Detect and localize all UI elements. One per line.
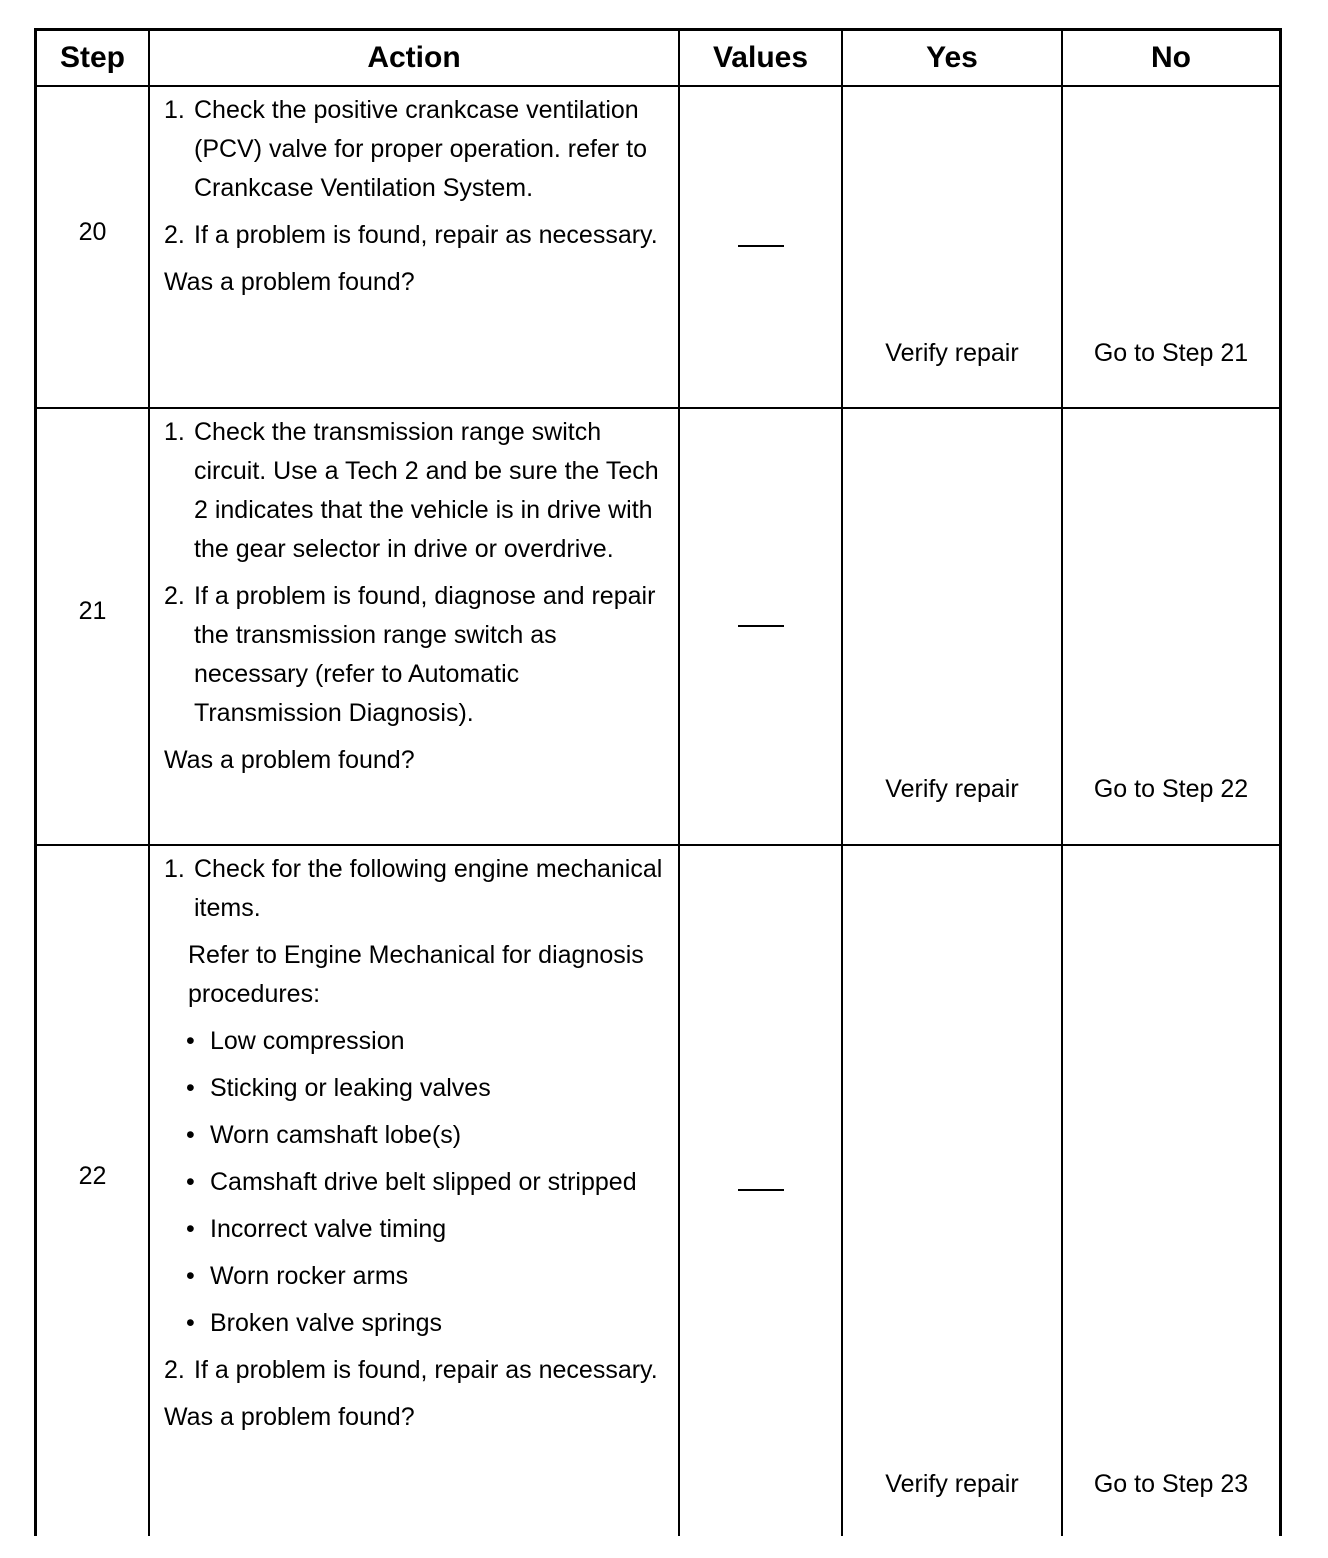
values-cell [680,846,843,1536]
step-number [37,87,150,407]
no-cell [1063,87,1279,407]
header-yes: Yes [843,31,1063,85]
reference-note: Refer to Engine Mechanical for diagnosis procedures: [188,941,644,1008]
bullet-icon: • [186,1121,195,1149]
action-item [164,577,668,733]
bullet-text: Broken valve springs [210,1309,443,1337]
bullet-icon: • [186,1168,195,1196]
no-result: Go to Step 23 [1093,1470,1249,1498]
yes-result: Verify repair [885,1470,1019,1498]
action-cell [150,846,680,1536]
bullet-text: Camshaft drive belt slipped or stripped [210,1168,637,1196]
list-item [186,1069,668,1108]
values-cell [680,87,843,407]
header-action: Action [150,31,680,85]
item-number: 1. [164,96,185,124]
step-number [37,409,150,844]
action-item [164,413,668,569]
item-number: 2. [164,582,185,610]
yes-result: Verify repair [885,339,1019,367]
bullet-icon: • [186,1215,195,1243]
no-result: Go to Step 21 [1093,339,1249,367]
action-item [164,216,668,255]
list-item [186,1116,668,1155]
table-row-step-20 [37,87,1279,409]
no-cell [1063,846,1279,1536]
bullet-text: Incorrect valve timing [210,1215,447,1243]
item-text: If a problem is found, repair as necessary. [194,221,658,249]
item-text: If a problem is found, diagnose and repair the transmission range switch as necessary (refer to Automatic Transmission Diagnosis). [194,582,656,727]
question-text: Was a problem found? [164,746,415,774]
empty-value-dash [738,245,784,247]
step-number [37,846,150,1536]
table-header-row [37,31,1279,87]
diagnostic-table [34,28,1282,1536]
item-number: 2. [164,221,185,249]
step-number-text: 20 [78,217,107,246]
yes-cell [843,409,1063,844]
list-item [186,1304,668,1343]
action-item [164,1351,668,1390]
item-text: Check for the following engine mechanical items. [194,855,663,922]
bullet-text: Low compression [210,1027,405,1055]
list-item [186,1210,668,1249]
yes-result: Verify repair [885,775,1019,803]
list-item [186,1257,668,1296]
item-number: 1. [164,855,185,883]
yes-cell [843,87,1063,407]
table-row-step-22 [37,846,1279,1536]
item-text: If a problem is found, repair as necessary. [194,1356,658,1384]
action-item [164,850,668,928]
bullet-text: Worn rocker arms [210,1262,409,1290]
item-text: Check the transmission range switch circuit. Use a Tech 2 and be sure the Tech 2 indicates that the vehicle is in drive with the gear selector in drive or overdrive. [194,418,659,563]
bullet-icon: • [186,1027,195,1055]
empty-value-dash [738,1189,784,1191]
bullet-icon: • [186,1309,195,1337]
header-values: Values [680,31,843,85]
list-item [186,1022,668,1061]
step-number-text: 22 [78,1161,107,1190]
bullet-text: Sticking or leaking valves [210,1074,491,1102]
action-cell [150,409,680,844]
question-text: Was a problem found? [164,1403,415,1431]
table-row-step-21 [37,409,1279,846]
step-number-text: 21 [78,597,107,625]
empty-value-dash [738,625,784,627]
bullet-icon: • [186,1262,195,1290]
header-step: Step [37,31,150,85]
action-item [164,91,668,208]
question-text: Was a problem found? [164,268,415,296]
item-text: Check the positive crankcase ventilation (PCV) valve for proper operation. refer to Crankcase Ventilation System. [194,96,647,202]
bullet-text: Worn camshaft lobe(s) [210,1121,462,1149]
header-no: No [1151,41,1191,74]
bullet-list [164,1022,668,1343]
action-cell [150,87,680,407]
item-number: 1. [164,418,185,446]
list-item [186,1163,668,1202]
yes-cell [843,846,1063,1536]
no-cell [1063,409,1279,844]
item-number: 2. [164,1356,185,1384]
no-result: Go to Step 22 [1093,775,1249,803]
values-cell [680,409,843,844]
bullet-icon: • [186,1074,195,1102]
